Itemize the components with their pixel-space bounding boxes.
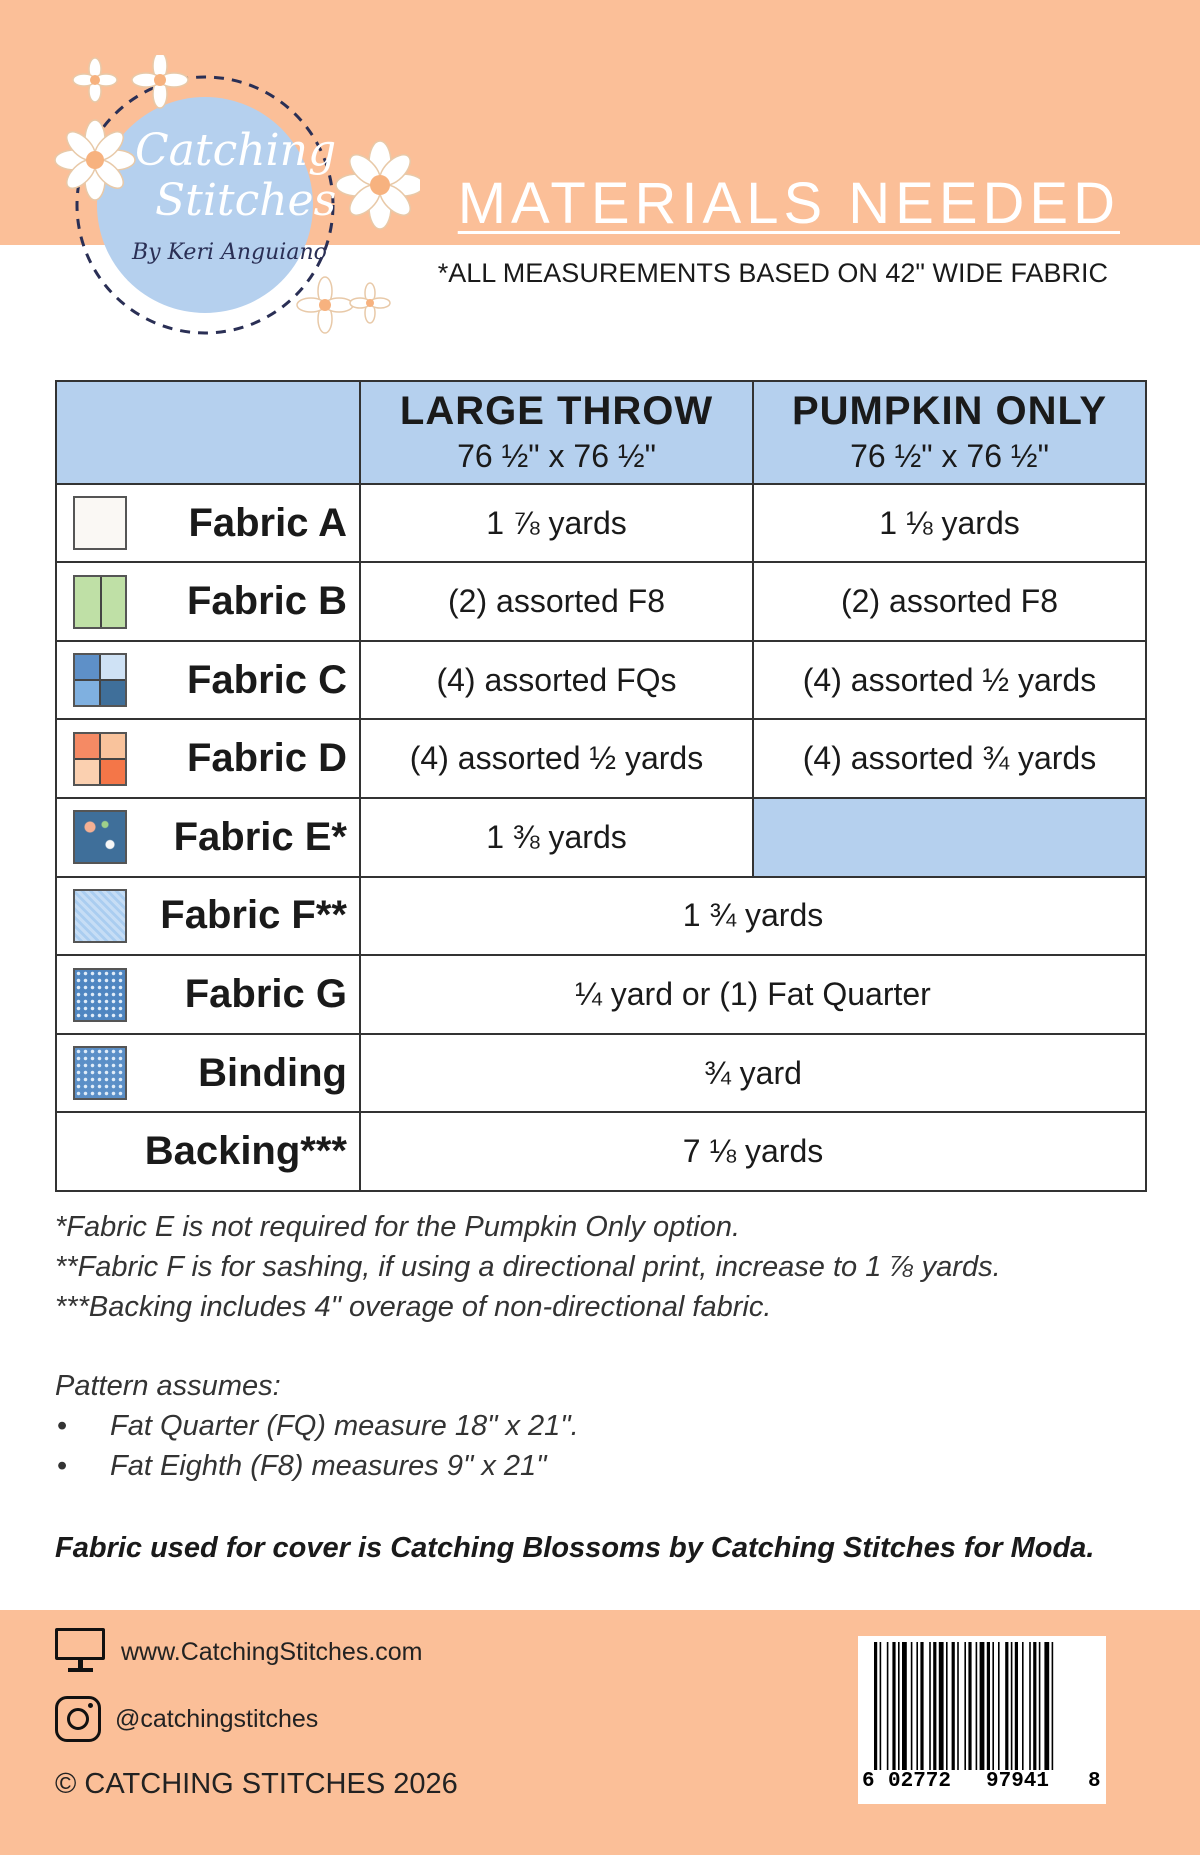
instagram-link[interactable] [55,1696,318,1742]
footnotes [55,1207,1155,1486]
table-row [56,484,1146,563]
cell-value: (4) assorted ½ yards [802,661,1097,698]
row-label: Fabric F** [160,893,347,938]
cell-value: (4) assorted FQs [436,661,677,698]
logo-text-stitches: Stitches [155,175,337,226]
table-row [56,1034,1146,1113]
fabric-swatch-icon [73,575,127,629]
cell-value: (4) assorted ¾ yards [802,740,1097,777]
row-label-cell [56,641,360,720]
footnote: **Fabric F is for sashing, if using a directional print, increase to 1 ⅞ yards. [55,1251,1001,1283]
row-label-cell [56,955,360,1034]
cover-fabric-note: Fabric used for cover is Catching Blossoms by Catching Stitches for Moda. [55,1532,1095,1564]
cell-value: 1 ⅛ yards [879,504,1020,541]
row-label: Fabric A [188,500,347,545]
fabric-swatch-icon [73,968,127,1022]
page-title: MATERIALS NEEDED [457,171,1120,236]
fabric-swatch-icon [73,653,127,707]
row-label-cell [56,1112,360,1191]
fabric-swatch-icon [73,1046,127,1100]
website-url[interactable]: www.CatchingStitches.com [121,1637,423,1666]
footnote: ***Backing includes 4" overage of non-directional fabric. [55,1291,772,1323]
materials-table [55,380,1147,1192]
row-label: Fabric D [186,736,347,781]
row-label: Backing*** [144,1129,347,1174]
monitor-icon [55,1628,107,1676]
cell-value: (2) assorted F8 [841,583,1058,620]
table-row [56,955,1146,1034]
table-cell [753,562,1146,641]
table-cell [360,484,753,563]
table-cell-empty [753,798,1146,877]
table-cell-merged [360,1112,1146,1191]
table-cell [360,641,753,720]
row-label: Fabric C [186,657,347,702]
table-cell [753,719,1146,798]
table-cell-merged [360,955,1146,1034]
cell-value: ¾ yard [704,1054,802,1091]
table-corner-cell [56,381,360,484]
row-label-cell [56,1034,360,1113]
logo-text-catching: Catching [135,125,337,176]
column-header-pumpkin-only [753,381,1146,484]
table-cell-merged [360,877,1146,956]
row-label-cell [56,484,360,563]
page-subtitle: *ALL MEASUREMENTS BASED ON 42" WIDE FABRIC [437,258,1108,288]
table-row [56,641,1146,720]
instagram-icon [55,1696,101,1742]
website-link[interactable] [55,1628,423,1676]
table-row [56,877,1146,956]
cell-value: 1 ⅜ yards [486,818,627,855]
column-title: PUMPKIN ONLY [791,389,1107,434]
fabric-swatch-icon [73,889,127,943]
column-size: 76 ½" x 76 ½" [850,438,1049,475]
row-label: Fabric E* [173,814,347,859]
table-cell [360,798,753,877]
fabric-swatch-icon [73,732,127,786]
footnote: *Fabric E is not required for the Pumpkin Only option. [55,1211,741,1243]
table-cell [753,484,1146,563]
cell-value: (2) assorted F8 [448,583,665,620]
barcode-digit: 8 [1088,1770,1101,1793]
cell-value: 1 ¾ yards [682,897,824,934]
column-title: LARGE THROW [399,389,714,434]
column-header-large-throw [360,381,753,484]
cell-value: ¼ yard or (1) Fat Quarter [575,976,931,1012]
fabric-swatch-icon [73,810,127,864]
instagram-handle[interactable]: @catchingstitches [115,1704,319,1733]
brand-logo [40,55,420,355]
assumption-item: • Fat Eighth (F8) measures 9" x 21" [55,1446,1155,1486]
assumptions-title: Pattern assumes: [55,1370,281,1402]
row-label-cell [56,798,360,877]
copyright: © CATCHING STITCHES 2026 [55,1768,458,1800]
row-label-cell [56,719,360,798]
table-row [56,798,1146,877]
cell-value: 1 ⅞ yards [486,504,627,541]
logo-text-byline: By Keri Anguiano [132,240,327,265]
fabric-swatch-icon [73,496,127,550]
barcode [858,1636,1106,1804]
cell-value: 7 ⅛ yards [682,1133,824,1170]
table-header-row [56,381,1146,484]
table-cell [360,719,753,798]
barcode-bars-icon [874,1642,1090,1770]
row-label-cell [56,877,360,956]
table-cell-merged [360,1034,1146,1113]
barcode-digit: 97941 [986,1770,1050,1793]
row-label: Fabric B [186,579,347,624]
table-cell [360,562,753,641]
table-cell [753,641,1146,720]
row-label: Fabric G [184,972,347,1016]
row-label-cell [56,562,360,641]
barcode-digit: 02772 [888,1770,952,1793]
cell-value: (4) assorted ½ yards [409,740,704,777]
barcode-digit: 6 [862,1770,875,1793]
table-row [56,1112,1146,1191]
table-row [56,562,1146,641]
assumption-item: • Fat Quarter (FQ) measure 18" x 21". [55,1406,1155,1446]
row-label: Binding [198,1050,347,1095]
column-size: 76 ½" x 76 ½" [457,438,656,475]
table-row [56,719,1146,798]
